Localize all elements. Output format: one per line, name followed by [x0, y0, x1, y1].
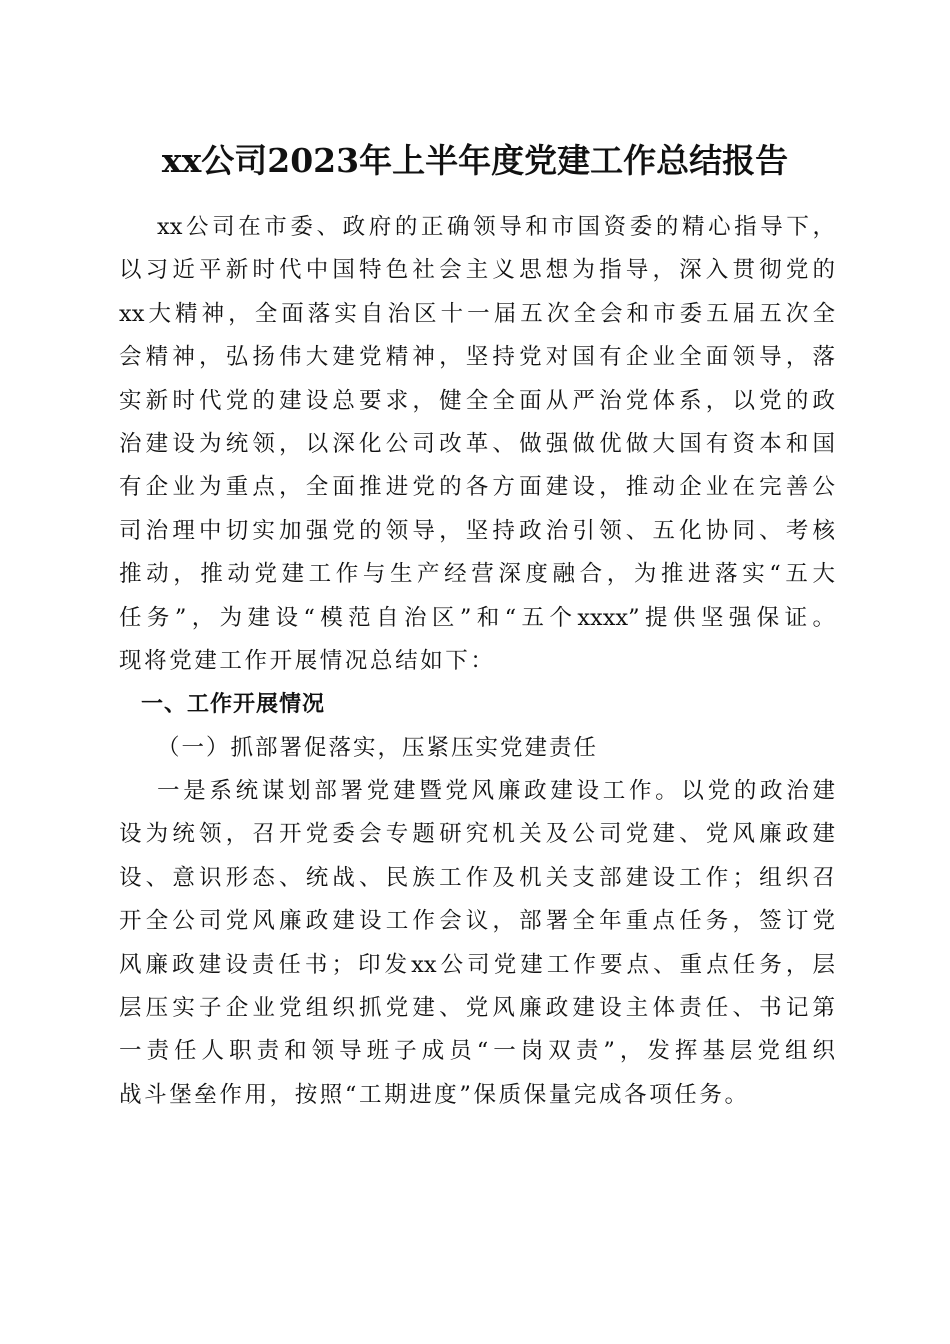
- intro-line: 治建设为统领，以深化公司改革、做强做优做大国有资本和国: [119, 430, 835, 457]
- paragraph-line: 一责任人职责和领导班子成员“一岗双责”，发挥基层党组织: [119, 1038, 835, 1065]
- paragraph-line: 设、意识形态、统战、民族工作及机关支部建设工作；组织召: [119, 864, 835, 891]
- intro-line: 司治理中切实加强党的领导，坚持政治引领、五化协同、考核: [119, 517, 835, 544]
- intro-line: xx大精神，全面落实自治区十一届五次全会和市委五届五次全: [119, 300, 835, 327]
- paragraph-line: 一是系统谋划部署党建暨党风廉政建设工作。以党的政治建: [157, 778, 835, 805]
- intro-line: 以习近平新时代中国特色社会主义思想为指导，深入贯彻党的: [119, 257, 835, 284]
- paragraph-line: 开全公司党风廉政建设工作会议，部署全年重点任务，签订党: [119, 908, 835, 935]
- intro-line: 会精神，弘扬伟大建党精神，坚持党对国有企业全面领导，落: [119, 344, 835, 371]
- paragraph-line: 风廉政建设责任书；印发xx公司党建工作要点、重点任务，层: [119, 951, 835, 978]
- paragraph-line: 层压实子企业党组织抓党建、党风廉政建设主体责任、书记第: [119, 995, 835, 1022]
- intro-line: xx公司在市委、政府的正确领导和市国资委的精心指导下，: [157, 214, 835, 240]
- intro-line: 实新时代党的建设总要求，健全全面从严治党体系，以党的政: [119, 387, 835, 414]
- intro-line: 现将党建工作开展情况总结如下：: [119, 647, 496, 674]
- intro-line: 推动，推动党建工作与生产经营深度融合，为推进落实“五大: [119, 561, 835, 588]
- intro-line: 有企业为重点，全面推进党的各方面建设，推动企业在完善公: [119, 474, 835, 501]
- document-title: xx公司2023年上半年度党建工作总结报告: [161, 141, 789, 180]
- paragraph-line: 战斗堡垒作用，按照“工期进度”保质保量完成各项任务。: [119, 1081, 750, 1108]
- intro-line: 任务”，为建设“模范自治区”和“五个xxxx”提供坚强保证。: [119, 604, 835, 631]
- paragraph-line: 设为统领，召开党委会专题研究机关及公司党建、党风廉政建: [119, 821, 835, 848]
- document-body: [119, 206, 835, 1117]
- section-heading: 一、工作开展情况: [141, 692, 326, 718]
- subsection-heading: （一）抓部署促落实，压紧压实党建责任: [157, 734, 599, 761]
